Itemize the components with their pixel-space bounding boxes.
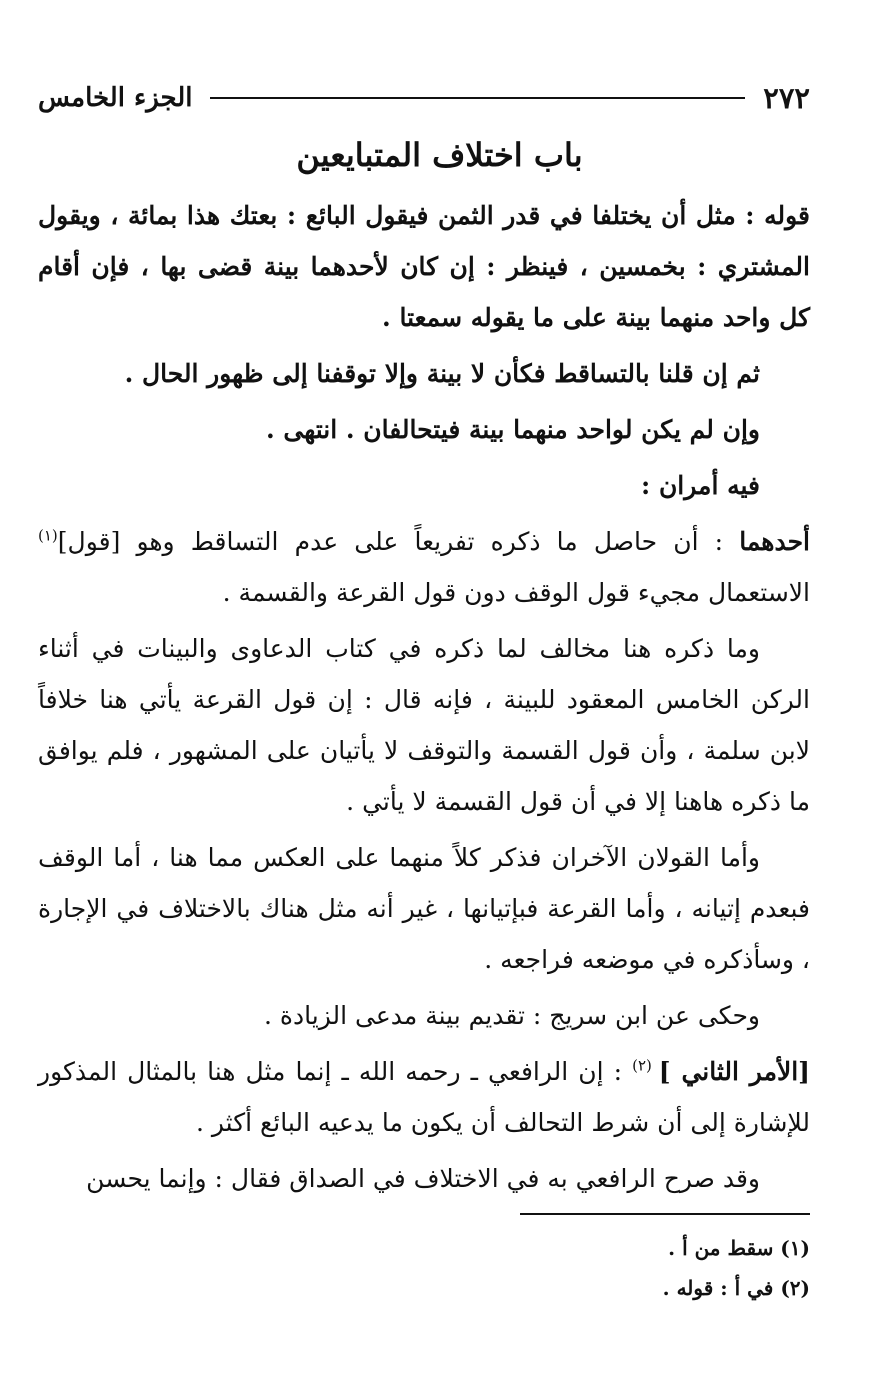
paragraph-second-matter bbox=[38, 1046, 810, 1148]
first-matter-text-a: : أن حاصل ما ذكره تفريعاً على عدم التساقط وهو [قول] bbox=[57, 527, 740, 556]
second-matter-text: : إن الرافعي ـ رحمه الله ـ إنما مثل هنا بالمثال المذكور للإشارة إلى أن شرط التحالف أن يكون ما يدعيه البائع أكثر . bbox=[38, 1057, 810, 1137]
paragraph-discussion-2: وأما القولان الآخران فذكر كلاً منهما على العكس مما هنا ، أما الوقف فبعدم إتيانه ، وأما القرعة فبإتيانها ، غير أنه مثل هناك بالاختلاف في الإجارة ، وسأذكره في موضعه فراجعه . bbox=[38, 843, 810, 974]
paragraph-quote-3: وإن لم يكن لواحد منهما بينة فيتحالفان . انتهى . bbox=[265, 415, 760, 444]
paragraph-two-matters: فيه أمران : bbox=[641, 471, 760, 500]
paragraph-quote-2: ثم إن قلنا بالتساقط فكأن لا بينة وإلا توقفنا إلى ظهور الحال . bbox=[124, 359, 760, 388]
footnotes bbox=[38, 1228, 810, 1308]
first-matter-lead: أحدهما bbox=[739, 527, 810, 556]
header-rule bbox=[210, 97, 745, 99]
footnote-rule bbox=[520, 1213, 810, 1215]
paragraph-ibn-surayj: وحكى عن ابن سريج : تقديم بينة مدعى الزيادة . bbox=[264, 1001, 760, 1030]
page-header bbox=[38, 78, 810, 118]
footnote-2: (٢) في أ : قوله . bbox=[662, 1276, 810, 1300]
footnote-ref-2: (٢) bbox=[632, 1056, 659, 1075]
paragraph-continuation: وقد صرح الرافعي به في الاختلاف في الصداق فقال : وإنما يحسن bbox=[86, 1164, 760, 1193]
chapter-title: باب اختلاف المتبايعين bbox=[296, 136, 583, 174]
page-number: ٢٧٢ bbox=[763, 81, 810, 115]
footnote-1: (١) سقط من أ . bbox=[668, 1236, 810, 1260]
footnote-ref-1: (١) bbox=[38, 526, 58, 545]
paragraph-first-matter bbox=[38, 516, 810, 618]
body-text bbox=[38, 190, 810, 1209]
paragraph-discussion-1: وما ذكره هنا مخالف لما ذكره في كتاب الدعاوى والبينات في أثناء الركن الخامس المعقود للبينة ، فإنه قال : إن قول القرعة يأتي هنا خلافاً لابن سلمة ، وأن قول القسمة والتوقف لا يأتيان على المشهور ، فلم يوافق ما ذكره هاهنا إلا في أن قول القسمة لا يأتي . bbox=[38, 634, 810, 816]
running-title: الجزء الخامس bbox=[38, 83, 193, 113]
second-matter-lead: [الأمر الثاني ] bbox=[658, 1057, 811, 1086]
first-matter-text-b: الاستعمال مجيء قول الوقف دون قول القرعة والقسمة . bbox=[222, 578, 810, 607]
paragraph-quote-1: قوله : مثل أن يختلفا في قدر الثمن فيقول البائع : بعتك هذا بمائة ، ويقول المشتري : بخمسين ، فينظر : إن كان لأحدهما بينة قضى بها ، فإن أقام كل واحد منهما بينة على ما يقوله سمعتا . bbox=[38, 201, 810, 332]
